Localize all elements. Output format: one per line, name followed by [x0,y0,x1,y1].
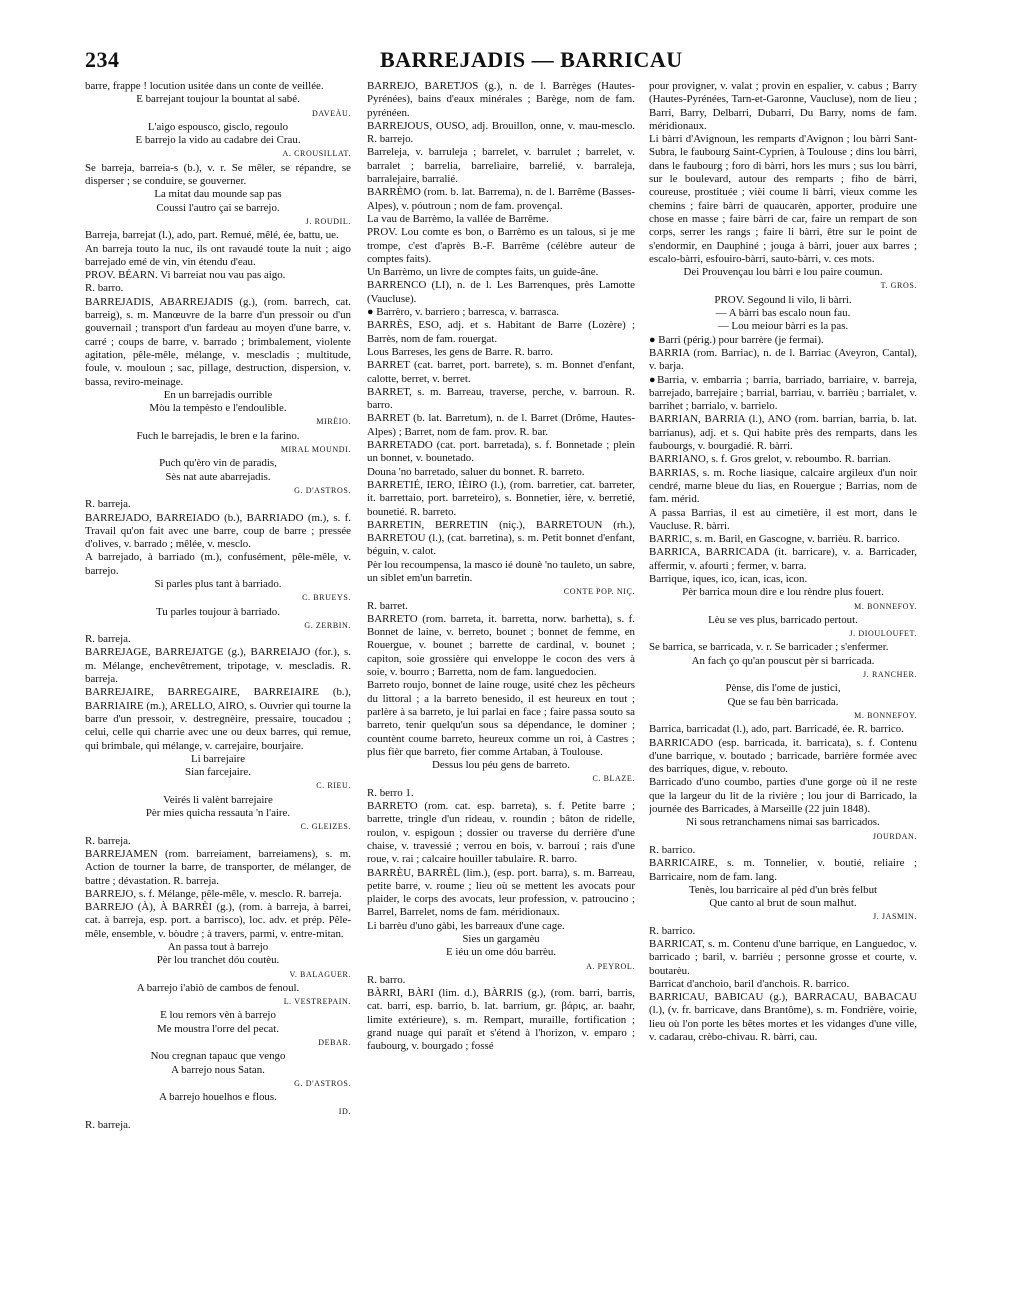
entry-paragraph: Se barreja, barreia-s (b.), v. r. Se mêler, se répandre, se disperser ; se conduire, se gouverner. [85,161,351,188]
verse-line: Tenès, lou barricaire al pèd d'un brès felbut [688,883,878,896]
entry-paragraph: BARRICADO (esp. barricada, it. barricata), s. f. Contenu d'une barrique, v. boutado ; barricade, barrière formée avec des barriques, digue, v. rebouto. [649,736,917,776]
citation-author: C. BLAZE. [592,774,635,784]
entry-paragraph: BARRÈMO (rom. b. lat. Barrema), n. de l. Barrême (Basses-Alpes), v. póutroun ; nom de fam. provençal. [367,186,635,212]
entry-paragraph: BARRENCO (LI), n. de l. Les Barrenques, près Lamotte (Vaucluse). [367,279,635,305]
verse-line: Lèu se ves plus, barricado pertout. [708,613,858,626]
entry-paragraph: An barreja touto la nuc, ils ont ravaudé toute la nuit ; aigo barrejado emé de vin, vin étendu d'eau. [85,242,351,268]
verse-line: A barrejo houelhos e flous. [159,1091,277,1104]
entry-paragraph: BARRET (cat. barret, port. barrete), s. m. Bonnet d'enfant, calotte, berret, v. berret. [367,359,635,385]
entry-paragraph: BÀRRI, BÀRI (lim. d.), BÀRRIS (g.), (rom. barri, barris, cat. barri, esp. barrio, b. lat. barrium, gr. βάρις, ar. baahr, limite extérieure), s. m. Rempart, muraille, fortification ; grand nuage qui paraît et s'étend à l'horizon, v. emparo ; faubourg, v. bourgado ; fossé [367,987,635,1053]
entry-paragraph: Li bàrri d'Avignoun, les remparts d'Avignon ; lou bàrri Sant-Subra, le faubourg Saint-Cyprien, à Toulouse ; dins lou bàrri, dans le faubourg ; foro di bàrri, hors les murs ; sus lou bàrri, sur le boulevard, autour des remparts ; fiho de bàrri, coureuse, prostituée ; vièi coume li bàrri, vieux comme les chemins ; faire bàrri de quaucarèn, apporter, produire une chose en masse ; faire bàrri de car, faire un rempart de son corps, serrer les rangs ; faire li bàrri, être sur le point de s'endormir, en Dauphiné ; jouga à bàrri, jouer aux barres ; escalo-bàrri, esfouiro-bàrri, sauto-bàrri, v. ces mots. [649,133,917,265]
verse-line: Pèr mies quicha ressauta 'n l'aire. [145,807,291,820]
entry-paragraph: ●Barria, v. embarria ; barria, barriado, barriaire, v. barreja, barrejado, barrejaire ; barrial, barriau, v. barrièu ; barrialet, v. barrihet ; barrialo, v. barrielo. [649,373,917,413]
entry-paragraph: Barrique, iques, ico, ican, icas, icon. [649,572,808,585]
verse-line: A barrejo i'abiò de cambos de fenoul. [136,981,300,994]
entry-paragraph: La vau de Barrèmo, la vallée de Barrême. [367,212,549,225]
verse-line: Si parles plus tant à barriado. [154,577,282,590]
entry-paragraph: R. barrico. [649,924,696,937]
verse-line: Nou cregnan tapauc que vengo [150,1050,286,1063]
text-column-middle [367,80,635,1280]
entry-paragraph: BARRICAIRE, s. m. Tonnelier, v. boutié, reliaire ; Barricaire, nom de fam. lang. [649,857,917,883]
verse-line: An fach ço qu'an pouscut pèr si barricada. [691,654,875,667]
text-column-right [649,80,917,1280]
verse-line: Coussi l'autro çai se barrejo. [156,201,280,214]
verse-line: Me moustra l'orre del pecat. [156,1022,279,1035]
entry-paragraph: BARREJOUS, OUSO, adj. Brouillon, onne, v. mau-mesclo. R. barrejo. [367,119,635,146]
citation-author: MIRAL MOUNDI. [280,445,351,455]
verse-line: — Lou meiour bàrri es la pas. [717,320,849,333]
citation-author: JOURDAN. [872,831,917,841]
verse-line: Que canto al brut de soun malhut. [709,897,857,910]
citation-author: C. BRUEYS. [302,593,351,603]
entry-paragraph: BARRET, s. m. Barreau, traverse, perche, v. barroun. R. barro. [367,385,635,412]
verse-line: Sès nat aute abarrejadis. [165,470,271,483]
entry-paragraph: R. barreja. [85,1118,131,1131]
entry-paragraph: Barreleja, v. barruleja ; barrelet, v. barrulet ; barrelet, v. barralet ; barrelia, barreliaire, barrelié, v. barraleja, barralejaire, barralié. [367,146,635,186]
entry-paragraph: BARREJAMEN (rom. barreiament, barreiamens), s. m. Action de tourner la barre, de transporter, de mélanger, de battre ; dévastation. R. barreja. [85,847,351,887]
entry-paragraph: BARREJO, BARETJOS (g.), n. de l. Barrèges (Hautes-Pyrénées), bains d'eaux minérales ; Barège, nom de fam. pyrénéen. [367,80,635,119]
entry-paragraph: BARREJO (À), À BARRÈI (g.), (rom. à barreja, à barrei, cat. à barreja, esp. port. a barrisco), loc. adv. et prép. Pêle-mêle, ensemble, v. bòudre ; à travers, parmi, v. entre-mitan. [85,901,351,940]
verse-line: An passa tout à barrejo [167,941,269,953]
entry-paragraph: BARREJADO, BARREIADO (b.), BARRIADO (m.), s. f. Travail qu'on fait avec une barre, coup de barre ; pressée d'olives, v. barrado ; mêlée, v. mesclo. [85,511,351,551]
entry-paragraph: R. barreja. [85,834,131,847]
entry-paragraph: Se barrica, se barricada, v. r. Se barricader ; s'enfermer. [649,641,889,654]
entry-paragraph: ● Barrèro, v. barriero ; barresca, v. barrasca. [367,306,560,319]
citation-author: J. RANCHER. [863,670,917,680]
verse-line: — A bàrri bas escalo noun fau. [715,307,851,320]
entry-paragraph: Barreja, barrejat (l.), ado, part. Remué, mêlé, ée, battu, ue. [85,229,339,242]
verse-line: L'aigo espousco, gisclo, regoulo [147,120,289,133]
verse-line: Puch qu'èro vin de paradis, [159,457,277,470]
entry-paragraph: BARRIA (rom. Barriac), n. de l. Barriac (Aveyron, Cantal), v. barja. [649,346,917,373]
citation-author: MIRÈIO. [316,417,351,427]
citation-author: C. GLEIZES. [300,822,351,832]
entry-paragraph: BARRIANO, s. f. Gros grelot, v. reboumbo. R. barrian. [649,453,891,466]
citation-author: T. GROS. [880,281,917,291]
running-head: BARREJADIS — BARRICAU [380,47,683,72]
verse-line: Dessus lou péu gens de barreto. [432,759,570,772]
entry-paragraph: BARRIC, s. m. Baril, en Gascogne, v. barrièu. R. barrico. [649,533,900,546]
entry-paragraph: BARRIAS, s. m. Roche liasique, calcaire argileux d'un noir cendré, marne bleue du lias, en Rouergue ; Barrias, nom de fam. mérid. [649,466,917,506]
entry-paragraph: Pèr lou recoumpensa, la masco ié dounè 'no tauleto, un sabre, un siblet em'un barretin. [367,558,635,584]
citation-author: A. PEYROL. [586,961,635,971]
verse-line: Pènse, dis l'ome de justici, [725,682,841,695]
entry-paragraph: BARRETADO (cat. port. barretada), s. f. Bonnetade ; plein un bonnet, v. bounetado. [367,439,635,465]
entry-paragraph: R. barret. [367,599,408,612]
entry-paragraph: BARRICAT, s. m. Contenu d'une barrique, en Languedoc, v. barricado ; baril, v. barrièu ; personne grosse et courte, v. boutarèu. [649,938,917,977]
entry-paragraph: BARREJADIS, ABARREJADIS (g.), (rom. barrech, cat. barreig), s. m. Manœuvre de la barre d'un pressoir ou d'un gouvernail ; transport d'un fardeau au moyen d'une barre, v. carré ; coups de barre, v. barrado ; brimbalement, violente agitation, pêle-mêle, mélange, v. mescladis ; multitude, foule, v. mouloun ; sac, pillage, destruction, dispersion, v. bassa, reviro-meinage. [85,295,351,388]
citation-author: L. VESTREPAIN. [283,997,351,1007]
entry-paragraph: BARRETO (rom. barreta, it. barretta, norw. barhetta), s. f. Bonnet de laine, v. berreto, bounet ; bonnet de femme, en Rouergue, v. bounet ; barrette de cardinal, v. bounet ; capiton, soie grossière qui enveloppe le cocon des vers à soie, v. bourro ; Barretta, nom de fam. languedocien. [367,612,635,679]
entry-paragraph: BARRET (b. lat. Barretum), n. de l. Barret (Drôme, Hautes-Alpes) ; Barret, nom de fam. prov. R. bar. [367,412,635,438]
verse-line: La mitat dau mounde sap pas [154,188,282,201]
entry-paragraph: A passa Barrias, il est au cimetière, il est mort, dans le Vaucluse. R. bàrri. [649,506,917,532]
entry-paragraph: BARRETIÉ, IERO, IÈIRO (l.), (rom. barretier, cat. barreter, it. barrettaio, port. barreteiro), s. Bonnetier, ière, v. berretié, bounetié. R. barreto. [367,478,635,518]
verse-line: E lou remors vèn à barrejo [160,1009,276,1022]
entry-paragraph: Un Barrèmo, un livre de comptes faits, un guide-âne. [367,266,599,279]
citation-author: C. RIEU. [316,781,351,791]
entry-paragraph: pour provigner, v. valat ; provin en espalier, v. cabus ; Barry (Hautes-Pyrénées, Tarn-et-Garonne, Vaucluse), nom de lieu ; Barri, Barry, Delbarri, Dubarri, Du Barry, noms de fam. méridionaux. [649,80,917,132]
citation-author: J. DIOULOUFET. [849,629,917,639]
verse-line: Pèr barrica moun dire e lou rèndre plus fouert. [682,586,884,599]
entry-paragraph: BARREJAGE, BARREJATGE (g.), BARREIAJO (for.), s. m. Mélange, enchevêtrement, tripotage, v. mescladis. R. barreja. [85,646,351,686]
verse-line: E barrejant toujour la bountat al sabé. [136,93,300,106]
entry-paragraph: BARREJAIRE, BARREGAIRE, BARREIAIRE (b.), BARRIAIRE (m.), ARELLO, AIRO, s. Ouvrier qui tourne la barre d'un pressoir, v. destregnèire, pressaire, toucadou ; celui, celle qui charrie avec une ou deux barres, qui remue, qui brimbale, qui mélange, v. carrejaire, bourjaire. [85,686,351,752]
verse-line: A barrejo nous Satan. [171,1063,265,1076]
verse-line: Sies un gargamèu [462,933,540,945]
entry-paragraph: R. barro. [85,282,124,295]
entry-paragraph: Lous Barreses, les gens de Barre. R. barro. [367,345,553,358]
verse-line: PROV. Segound li vilo, li bàrri. [714,293,852,306]
citation-author: DEBAR. [318,1038,351,1048]
entry-paragraph: Barricado d'uno coumbo, parties d'une gorge où il ne reste que la largeur du lit de la rivière ; lou jour di Barricado, la journée des Barricades, à Marseille (22 juin 1848). [649,776,917,816]
verse-line: Que se fau bèn barricada. [727,695,839,708]
entry-paragraph: BARRICAU, BABICAU (g.), BARRACAU, BABACAU (l.), (v. fr. barricave, dans Brantôme), s. m. Fondrière, voirie, lieu où l'on porte les bêtes mortes et les vidanges d'une ville, v. cadarau, crèbo-chivau. R. bàrri, cau. [649,991,917,1044]
entry-paragraph: BARRICA, BARRICADA (it. barricare), v. a. Barricader, affermir, v. afourti ; fermer, v. barra. [649,546,917,572]
citation-author: J. JASMIN. [872,912,917,922]
entry-paragraph: R. barro. [367,973,406,986]
entry-paragraph: Barricat d'anchoio, baril d'anchois. R. barrico. [649,977,850,990]
citation-author: M. BONNEFOY. [854,601,917,611]
entry-paragraph: BARREJO, s. f. Mélange, pêle-mêle, v. mesclo. R. barreja. [85,887,342,900]
entry-paragraph: R. berro 1. [367,786,414,799]
entry-paragraph: ● Barri (périg.) pour barrère (je fermai). [649,333,824,346]
entry-paragraph: Douna 'no barretado, saluer du bonnet. R. barreto. [367,465,585,478]
entry-paragraph: BARRIAN, BARRIA (l.), ANO (rom. barrian, barria, b. lat. barrianus), adj. et s. Qui habite près des remparts, dans les faubourgs, v. bourgadié. R. bàrri. [649,413,917,453]
verse-line: E iéu un ome dóu barrèu. [445,946,557,959]
text-column-left [85,80,351,1280]
verse-line: Sian farcejaire. [185,766,251,779]
citation-author: G. D'ASTROS. [294,485,351,495]
entry-paragraph: BARRETIN, BERRETIN (niç.), BARRETOUN (rh.), BARRETOU (l.), (cat. barretina), s. m. Petit bonnet d'enfant, béguin, v. calot. [367,518,635,558]
entry-paragraph: BARRÈU, BARRÈL (lim.), (esp. port. barra), s. m. Barreau, petite barre, v. roume ; lieu où se mettent les avocats pour plaider, le corps des avocats, leur profession, v. patroucino ; Barrel, Barrelet, noms de fam. méridionaux. [367,866,635,919]
verse-line: E barrejo la vido au cadabre dei Crau. [135,134,301,147]
citation-author: G. D'ASTROS. [294,1078,351,1088]
citation-author: A. CROUSILLAT. [282,149,351,159]
citation-author: ID. [338,1106,351,1116]
citation-author: G. ZERBIN. [304,620,351,630]
entry-paragraph: barre, frappe ! locution usitée dans un conte de veillée. [85,80,324,92]
entry-paragraph: Barrica, barricadat (l.), ado, part. Barricadé, ée. R. barrico. [649,723,904,736]
verse-line: Li barrejaire [190,752,246,765]
verse-line: Mòu la tempèsto e l'endoulible. [149,402,287,415]
verse-line: Ni sous retranchamens nimai sas barricados. [686,816,880,829]
page-number: 234 [85,47,120,72]
verse-line: Pèr lou tranchet dóu coutèu. [156,954,280,967]
entry-paragraph: PROV. BÉARN. Vi barreiat nou vau pas aigo. [85,269,286,282]
verse-line: Veirés li valènt barrejaire [163,793,273,806]
entry-paragraph: R. barreja. [85,633,131,646]
entry-paragraph: BARRETO (rom. cat. esp. barreta), s. f. Petite barre ; barrette, tringle d'un rideau, v. roundin ; bâton de ridelle, roulon, v. espigoun ; dossier ou traverse du derrière d'une chaise, v. travessié ; verrou en bois, v. barroui ; rais d'une roue, v. rai ; calcaire houiller tabulaire. R. barro. [367,800,635,866]
entry-paragraph: BARRÈS, ESO, adj. et s. Habitant de Barre (Lozère) ; Barrès, nom de fam. rouergat. [367,319,635,345]
entry-paragraph: R. barreja. [85,498,131,511]
citation-author: M. BONNEFOY. [854,710,917,720]
entry-paragraph: R. barrico. [649,843,696,856]
verse-line: Fuch le barrejadis, le bren e la farino. [136,429,300,442]
verse-line: Tu parles toujour à barriado. [156,605,280,618]
citation-author: CONTE POP. NIÇ. [563,587,635,597]
entry-paragraph: PROV. Lou comte es bon, o Barrèmo es un talous, si je me trompe, c'est d'après B.-F. Barrême (célèbre auteur de comptes faits). [367,226,635,265]
citation-author: J. ROUDIL. [305,216,351,226]
citation-author: V. BALAGUER. [289,969,351,979]
entry-paragraph: Barreto roujo, bonnet de laine rouge, usité chez les pêcheurs du littoral ; a la barreto benesido, il est heureux en tout ; parlère à sa barreto, je lui parlai en face ; faire passa souto sa barreto, tenir quelqu'un sous sa dépendance, le dominer ; countènt coume barreto, heureux comme un roi, à Castres ; plus fièr que barreto, fier comme Artaban, à Toulouse. [367,679,635,758]
verse-line: En un barrejadis ourrible [163,388,273,401]
citation-author: DAVEÀU. [312,108,351,118]
verse-line: Dei Prouvençau lou bàrri e lou paire coumun. [683,266,883,279]
entry-paragraph: A barrejado, à barriado (m.), confusément, pêle-mêle, v. barrejo. [85,551,351,577]
entry-paragraph: Li barrèu d'uno gàbi, les barreaux d'une cage. [367,919,565,932]
